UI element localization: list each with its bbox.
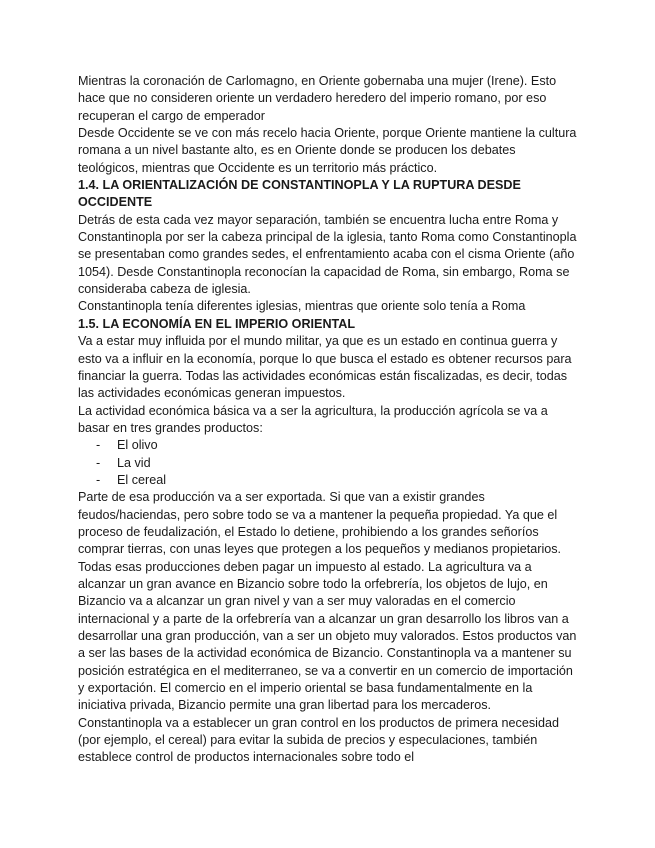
list-item-label: La vid — [117, 455, 151, 470]
list-item-label: El cereal — [117, 472, 166, 487]
list-item-label: El olivo — [117, 438, 158, 453]
heading-orientalizacion: 1.4. LA ORIENTALIZACIÓN DE CONSTANTINOPLA Y LA RUPTURA DESDE OCCIDENTE — [78, 178, 521, 210]
list-item — [78, 455, 578, 472]
list-bullet: - — [96, 455, 101, 470]
heading-economia: 1.5. LA ECONOMÍA EN EL IMPERIO ORIENTAL — [78, 316, 356, 331]
list-item — [78, 437, 578, 454]
list-bullet: - — [96, 472, 101, 487]
paragraph-carlomagno: Mientras la coronación de Carlomagno, en Oriente gobernaba una mujer (Irene). Esto hace que no consideren oriente un verdadero heredero del imperio romano, por eso recuperan el cargo de emperador — [78, 74, 557, 123]
document-page — [78, 73, 578, 767]
paragraph-agricultura: La actividad económica básica va a ser la agricultura, la producción agrícola se va a basar en tres grandes productos: — [78, 403, 548, 435]
product-list — [78, 437, 578, 489]
paragraph-exportacion: Parte de esa producción va a ser exportada. Si que van a existir grandes feudos/haciendas, pero sobre todo se va a mantener la pequeña propiedad. Ya que el proceso de feudalización, el Estado lo detiene, prohibiendo a los grandes señoríos comprar tierras, con unas leyes que protegen a los pequeños y medianos propietarios. Todas esas producciones deben pagar un impuesto al estado. La agricultura va a alcanzar un gran avance en Bizancio sobre todo la orfebrería, los objetos de lujo, en Bizancio va a alcanzar un gran nivel y van a ser muy valoradas en el comercio internacional y a parte de la orfebrería van a alcanzar un gran desarrollo los libros van a desarrollar una gran producción, van a ser un objeto muy valorados. Estos productos van a ser las bases de la actividad económica de Bizancio. Constantinopla va a mantener su posición estratégica en el mediterraneo, se va a convertir en un comercio de importación y exportación. El comercio en el imperio oriental se basa fundamentalmente en la iniciativa privada, Bizancio permite una gran libertad para los mercaderos. Constantinopla va a establecer un gran control en los productos de primera necesidad (por ejemplo, el cereal) para evitar la subida de precios y especulaciones, también establece control de productos internacionales sobre todo el — [78, 490, 577, 765]
list-item — [78, 472, 578, 489]
paragraph-separacion: Detrás de esta cada vez mayor separación, también se encuentra lucha entre Roma y Constantinopla por ser la cabeza principal de la iglesia, tanto Roma como Constantinopla se presentaban como grandes sedes, el enfrentamiento acaba con el cisma Oriente (año 1054). Desde Constantinopla reconocían la capacidad de Roma, sin embargo, Roma se consideraba cabeza de iglesia. — [78, 212, 577, 297]
list-bullet: - — [96, 438, 101, 453]
paragraph-occidente: Desde Occidente se ve con más recelo hacia Oriente, porque Oriente mantiene la cultura romana a un nivel bastante alto, es en Oriente donde se producen los debates teológicos, mientras que Occidente es un territorio más práctico. — [78, 126, 577, 175]
paragraph-iglesias: Constantinopla tenía diferentes iglesias, mientras que oriente solo tenía a Roma — [78, 299, 526, 314]
paragraph-militar: Va a estar muy influida por el mundo militar, ya que es un estado en continua guerra y esto va a influir en la economía, porque lo que busca el estado es obtener recursos para financiar la guerra. Todas las actividades económicas están fiscalizadas, es decir, todas las actividades económicas generan impuestos. — [78, 334, 572, 401]
